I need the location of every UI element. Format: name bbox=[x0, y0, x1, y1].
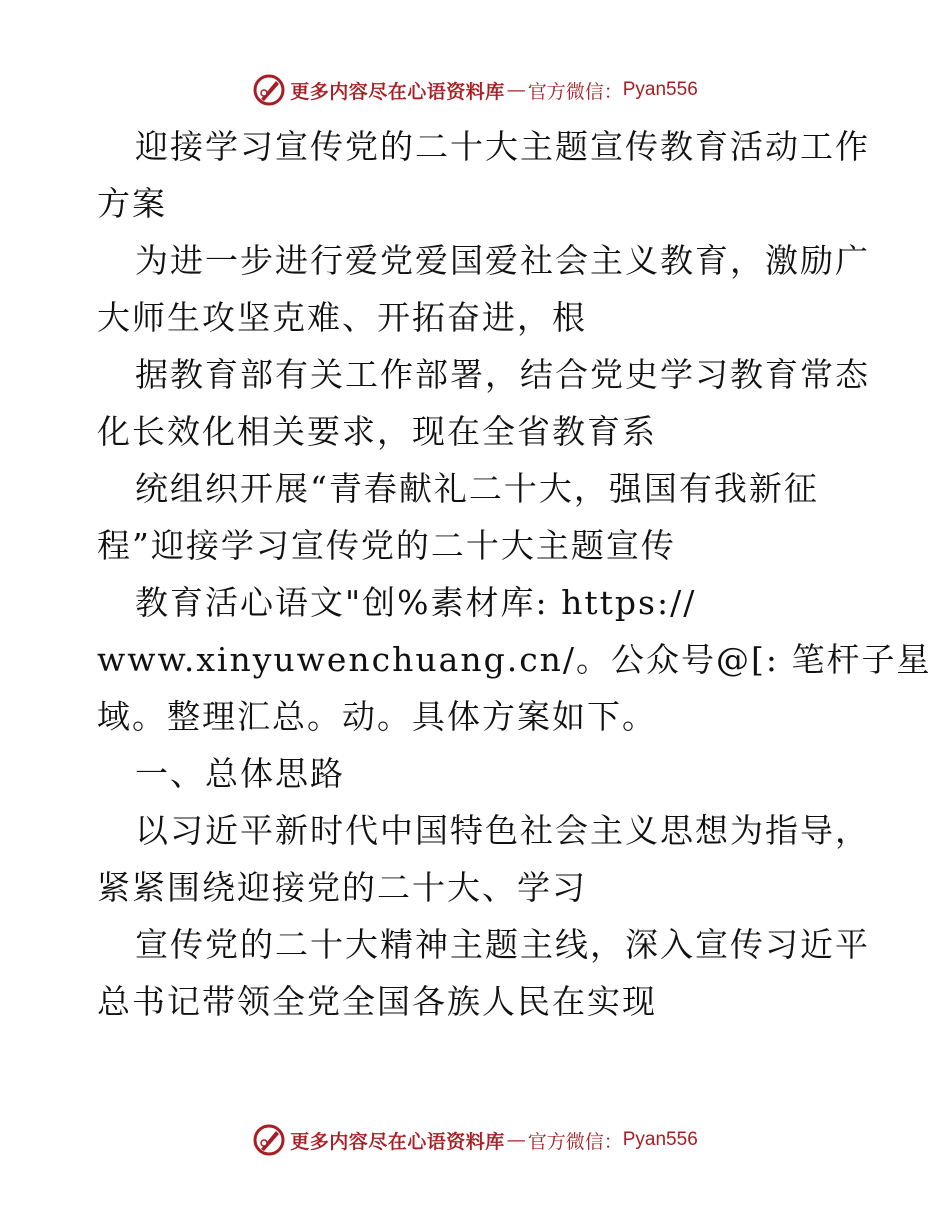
paragraph-line: 总书记带领全党全国各族人民在实现 bbox=[97, 982, 657, 1021]
quill-logo-icon bbox=[252, 73, 286, 107]
header-site-name: 更多内容尽在心语资料库 bbox=[290, 80, 505, 103]
header-wechat-label: 官方微信： bbox=[527, 80, 623, 103]
paragraph-line: 大师生攻坚克难、开拓奋进，根 bbox=[97, 298, 587, 337]
footer-wechat-label: 官方微信： bbox=[527, 1130, 623, 1153]
paragraph-line-url: www.xinyuwenchuang.cn/。公众号@[: 笔杆子星 bbox=[97, 640, 932, 679]
header-wechat-id: Pyan556 bbox=[622, 79, 698, 100]
title-line-1: 迎接学习宣传党的二十大主题宣传教育活动工作 bbox=[135, 127, 870, 166]
header-separator: — bbox=[506, 79, 526, 101]
footer-separator: — bbox=[506, 1129, 526, 1151]
paragraph-line: 宣传党的二十大精神主题主线，深入宣传习近平 bbox=[135, 925, 870, 964]
paragraph-line: 统组织开展“青春献礼二十大，强国有我新征 bbox=[135, 469, 819, 508]
paragraph-line: 紧紧围绕迎接党的二十大、学习 bbox=[97, 868, 587, 907]
paragraph-line: 以习近平新时代中国特色社会主义思想为指导， bbox=[135, 811, 870, 850]
footer-site-name: 更多内容尽在心语资料库 bbox=[290, 1130, 505, 1153]
paragraph-line: 为进一步进行爱党爱国爱社会主义教育，激励广 bbox=[135, 241, 870, 280]
paragraph-line: 化长效化相关要求，现在全省教育系 bbox=[97, 412, 657, 451]
title-line-2: 方案 bbox=[97, 184, 167, 223]
section-heading: 一、总体思路 bbox=[135, 754, 345, 793]
footer-wechat-id: Pyan556 bbox=[622, 1129, 698, 1150]
header-banner bbox=[0, 70, 950, 110]
paragraph-line: 据教育部有关工作部署，结合党史学习教育常态 bbox=[135, 355, 870, 394]
paragraph-line: 域。整理汇总。动。具体方案如下。 bbox=[97, 697, 657, 736]
paragraph-line: 程”迎接学习宣传党的二十大主题宣传 bbox=[97, 526, 676, 565]
quill-logo-icon bbox=[252, 1123, 286, 1157]
document-body bbox=[97, 118, 932, 1030]
paragraph-line: 教育活心语文"创%素材库: https:// bbox=[135, 583, 697, 622]
footer-banner bbox=[0, 1120, 950, 1160]
